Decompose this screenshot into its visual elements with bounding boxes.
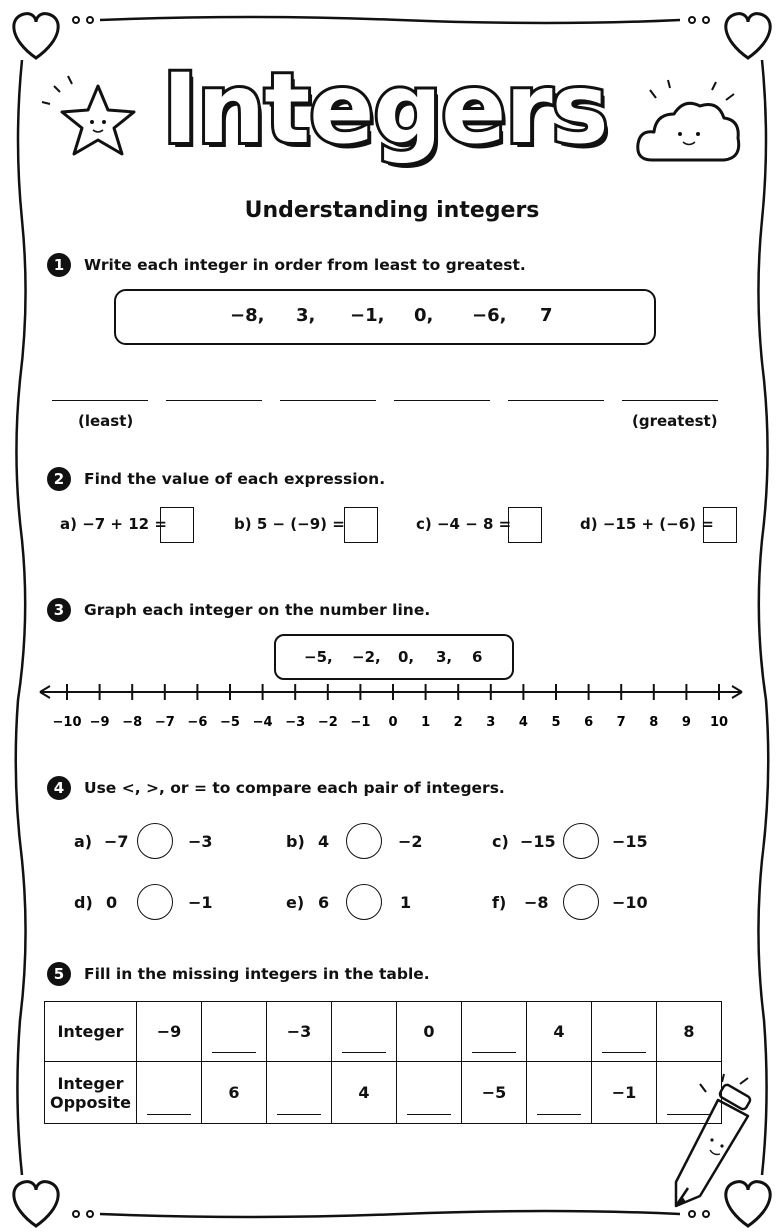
row-header-line: Integer: [57, 1073, 124, 1093]
expression-c: c) −4 − 8 =: [416, 515, 512, 533]
table-cell-blank[interactable]: [397, 1062, 462, 1124]
number-line-label: −9: [89, 715, 110, 730]
compare-circle[interactable]: [346, 884, 382, 920]
star-icon: [42, 76, 134, 154]
number-line-label: −6: [187, 715, 208, 730]
integer-row: [45, 1002, 722, 1062]
worksheet-subtitle: Understanding integers: [244, 198, 540, 223]
q3-value: 6: [472, 648, 483, 666]
pair-letter: e): [286, 893, 305, 912]
pair-letter: a): [74, 832, 93, 851]
answer-box[interactable]: [344, 507, 378, 543]
answer-box[interactable]: [508, 507, 542, 543]
pair-left: 4: [318, 832, 330, 851]
question-3-prompt: Graph each integer on the number line.: [84, 601, 431, 619]
table-cell: −1: [592, 1062, 657, 1124]
number-line-label: −1: [350, 715, 371, 730]
answer-blank[interactable]: [280, 400, 376, 401]
number-line-label: −3: [285, 715, 306, 730]
compare-circle[interactable]: [137, 884, 173, 920]
answer-box[interactable]: [703, 507, 737, 543]
number-line-label: −5: [220, 715, 240, 730]
pair-left: 6: [318, 893, 330, 912]
worksheet-title: Integers: [162, 53, 608, 165]
compare-circle[interactable]: [346, 823, 382, 859]
number-line[interactable]: [30, 678, 754, 738]
q1-number: −6,: [472, 305, 507, 326]
row-header-line: Opposite: [49, 1092, 131, 1112]
pair-right: −10: [612, 893, 648, 912]
question-1-prompt: Write each integer in order from least to greatest.: [84, 256, 526, 274]
number-line-label: 5: [551, 715, 561, 730]
number-line-label: 3: [486, 715, 496, 730]
number-line-label: 10: [709, 715, 729, 730]
q1-number: 3,: [296, 305, 316, 326]
integer-opposite-table: [44, 1001, 722, 1124]
q1-number: 7: [540, 305, 553, 326]
table-cell-blank[interactable]: [267, 1062, 332, 1124]
greatest-label: (greatest): [632, 412, 718, 430]
question-1-number: 1: [47, 253, 71, 277]
q1-number: −8,: [230, 305, 265, 326]
answer-box[interactable]: [160, 507, 194, 543]
number-line-label: −7: [154, 715, 175, 730]
q3-value: 0,: [398, 648, 415, 666]
question-5-prompt: Fill in the missing integers in the table.: [84, 965, 430, 983]
q3-values-box: [274, 634, 514, 680]
expression-d: d) −15 + (−6) =: [580, 515, 714, 533]
number-line-label: 1: [421, 715, 431, 730]
table-cell-blank[interactable]: [137, 1062, 202, 1124]
table-cell-blank[interactable]: [592, 1002, 657, 1062]
pair-left: −8: [524, 893, 549, 912]
pair-letter: f): [492, 893, 507, 912]
expression-a: a) −7 + 12 =: [60, 515, 167, 533]
table-cell: −9: [137, 1002, 202, 1062]
answer-blank[interactable]: [622, 400, 718, 401]
table-cell: −3: [267, 1002, 332, 1062]
table-cell-blank[interactable]: [527, 1062, 592, 1124]
number-line-label: 6: [584, 715, 594, 730]
pair-left: 0: [106, 893, 118, 912]
expression-b: b) 5 − (−9) =: [234, 515, 345, 533]
pair-letter: c): [492, 832, 509, 851]
opposite-row: [45, 1062, 722, 1124]
row-header: Integer: [45, 1002, 137, 1062]
q3-value: 3,: [436, 648, 453, 666]
q1-number: −1,: [350, 305, 385, 326]
number-line-label: 2: [453, 715, 463, 730]
q1-number: 0,: [414, 305, 434, 326]
number-line-label: −10: [52, 715, 82, 730]
table-cell-blank[interactable]: [462, 1002, 527, 1062]
pair-right: −15: [612, 832, 648, 851]
number-line-label: 9: [681, 715, 691, 730]
least-label: (least): [78, 412, 134, 430]
question-4-number: 4: [47, 776, 71, 800]
pair-left: −15: [520, 832, 556, 851]
number-line-label: −8: [122, 715, 143, 730]
table-cell: 8: [657, 1002, 722, 1062]
q3-value: −2,: [352, 648, 381, 666]
table-cell: −5: [462, 1062, 527, 1124]
number-line-label: 4: [518, 715, 528, 730]
number-line-label: 8: [649, 715, 659, 730]
question-5-number: 5: [47, 962, 71, 986]
number-line-label: 7: [616, 715, 626, 730]
compare-circle[interactable]: [137, 823, 173, 859]
question-3-number: 3: [47, 598, 71, 622]
table-cell-blank[interactable]: [657, 1062, 722, 1124]
answer-blank[interactable]: [508, 400, 604, 401]
number-line-label: −2: [317, 715, 338, 730]
number-line-label: −4: [252, 715, 273, 730]
table-cell-blank[interactable]: [332, 1002, 397, 1062]
question-2-prompt: Find the value of each expression.: [84, 470, 386, 488]
pair-left: −7: [104, 832, 129, 851]
answer-blank[interactable]: [52, 400, 148, 401]
table-cell: 4: [527, 1002, 592, 1062]
pair-letter: d): [74, 893, 93, 912]
row-header: [45, 1062, 137, 1124]
answer-blank[interactable]: [394, 400, 490, 401]
compare-circle[interactable]: [563, 884, 599, 920]
pair-right: −3: [188, 832, 213, 851]
table-cell: 0: [397, 1002, 462, 1062]
compare-circle[interactable]: [563, 823, 599, 859]
table-cell: 4: [332, 1062, 397, 1124]
answer-blank[interactable]: [166, 400, 262, 401]
cloud-icon: [638, 80, 739, 160]
q1-numbers: [114, 289, 656, 345]
pair-right: −2: [398, 832, 423, 851]
number-line-label: 0: [388, 715, 398, 730]
table-cell-blank[interactable]: [202, 1002, 267, 1062]
pair-right: −1: [188, 893, 213, 912]
q3-value: −5,: [304, 648, 333, 666]
question-4-prompt: Use <, >, or = to compare each pair of integers.: [84, 779, 505, 797]
pair-right: 1: [400, 893, 412, 912]
question-2-number: 2: [47, 467, 71, 491]
table-cell: 6: [202, 1062, 267, 1124]
pair-letter: b): [286, 832, 305, 851]
